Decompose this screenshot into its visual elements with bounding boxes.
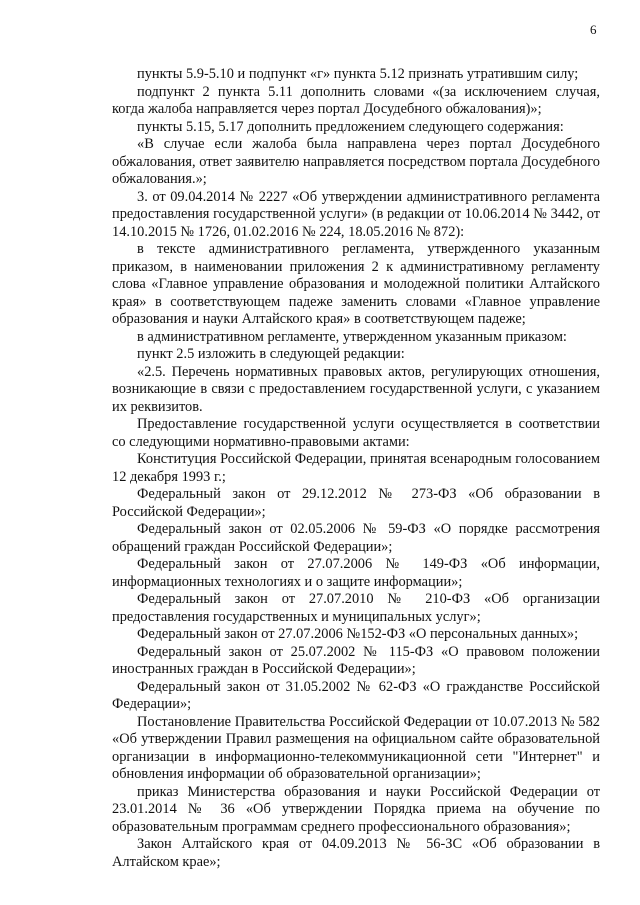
paragraph: пункты 5.15, 5.17 дополнить предложением следующего содержания: xyxy=(137,118,564,135)
paragraph: «В случае если жалоба была направлена через портал Досудебного обжалования, ответ заявителю направляется посредством портала Досудебного обжалования.»; xyxy=(112,136,600,187)
paragraph: Закон Алтайского края от 04.09.2013 № 56-ЗС «Об образовании в Алтайском крае»; xyxy=(112,836,600,870)
paragraph: Федеральный закон от 29.12.2012 № 273-ФЗ «Об образовании в Российской Федерации»; xyxy=(112,486,600,520)
paragraph: пункт 2.5 изложить в следующей редакции: xyxy=(137,346,405,362)
paragraph: в тексте административного регламента, утвержденного указанным приказом, в наименовании приложения 2 к административному регламенту слова «Главное управление образования и молодежной политики Алтайского края» в соответствующем падеже заменить словами «Главное управление образования и науки Алтайского края» в соответствующем падеже; xyxy=(112,241,600,327)
paragraph: Постановление Правительства Российской Федерации от 10.07.2013 № 582 «Об утверждении Правил размещения на официальном сайте образовательной организации в информационно-телекоммуникационной сети "Интернет" и обновления информации об образовательной организации»; xyxy=(112,713,600,782)
paragraph: Федеральный закон от 31.05.2002 № 62-ФЗ «О гражданстве Российской Федерации»; xyxy=(112,678,600,712)
paragraph: Предоставление государственной услуги осуществляется в соответствии со следующими нормативно-правовыми актами: xyxy=(112,416,600,450)
paragraph: приказ Министерства образования и науки Российской Федерации от 23.01.2014 № 36 «Об утверждении Порядка приема на обучение по образовательным программам среднего профессионального образования»; xyxy=(112,783,600,835)
paragraph: Федеральный закон от 27.07.2006 №152-ФЗ «О персональных данных»; xyxy=(137,626,579,642)
paragraph: «2.5. Перечень нормативных правовых актов, регулирующих отношения, возникающие в связи с предоставлением государственной услуги, с указанием их реквизитов. xyxy=(112,363,600,415)
paragraph: подпункт 2 пункта 5.11 дополнить словами «(за исключением случая, когда жалоба направляется через портал Досудебного обжалования)»; xyxy=(112,83,600,117)
paragraph: 3. от 09.04.2014 № 2227 «Об утверждении административного регламента предоставления государственной услуги» (в редакции от 10.06.2014 № 3442, от 14.10.2015 № 1726, 01.02.2016 № 224, 18.05.2016 № 872): xyxy=(112,188,600,240)
paragraph: Федеральный закон от 27.07.2006 № 149-ФЗ «Об информации, информационных технологиях и о защите информации»; xyxy=(112,556,600,590)
document-body xyxy=(112,66,600,871)
paragraph: пункты 5.9-5.10 и подпункт «г» пункта 5.12 признать утратившим силу; xyxy=(137,66,579,82)
paragraph: Федеральный закон от 27.07.2010 № 210-ФЗ «Об организации предоставления государственных и муниципальных услуг»; xyxy=(112,591,600,625)
paragraph: в административном регламенте, утвержденном указанным приказом: xyxy=(137,328,567,345)
paragraph: Конституция Российской Федерации, принятая всенародным голосованием 12 декабря 1993 г.; xyxy=(112,451,600,485)
page-number: 6 xyxy=(590,22,597,37)
paragraph: Федеральный закон от 25.07.2002 № 115-ФЗ «О правовом положении иностранных граждан в Российской Федерации»; xyxy=(112,643,600,677)
paragraph: Федеральный закон от 02.05.2006 № 59-ФЗ «О порядке рассмотрения обращений граждан Российской Федерации»; xyxy=(112,521,600,555)
